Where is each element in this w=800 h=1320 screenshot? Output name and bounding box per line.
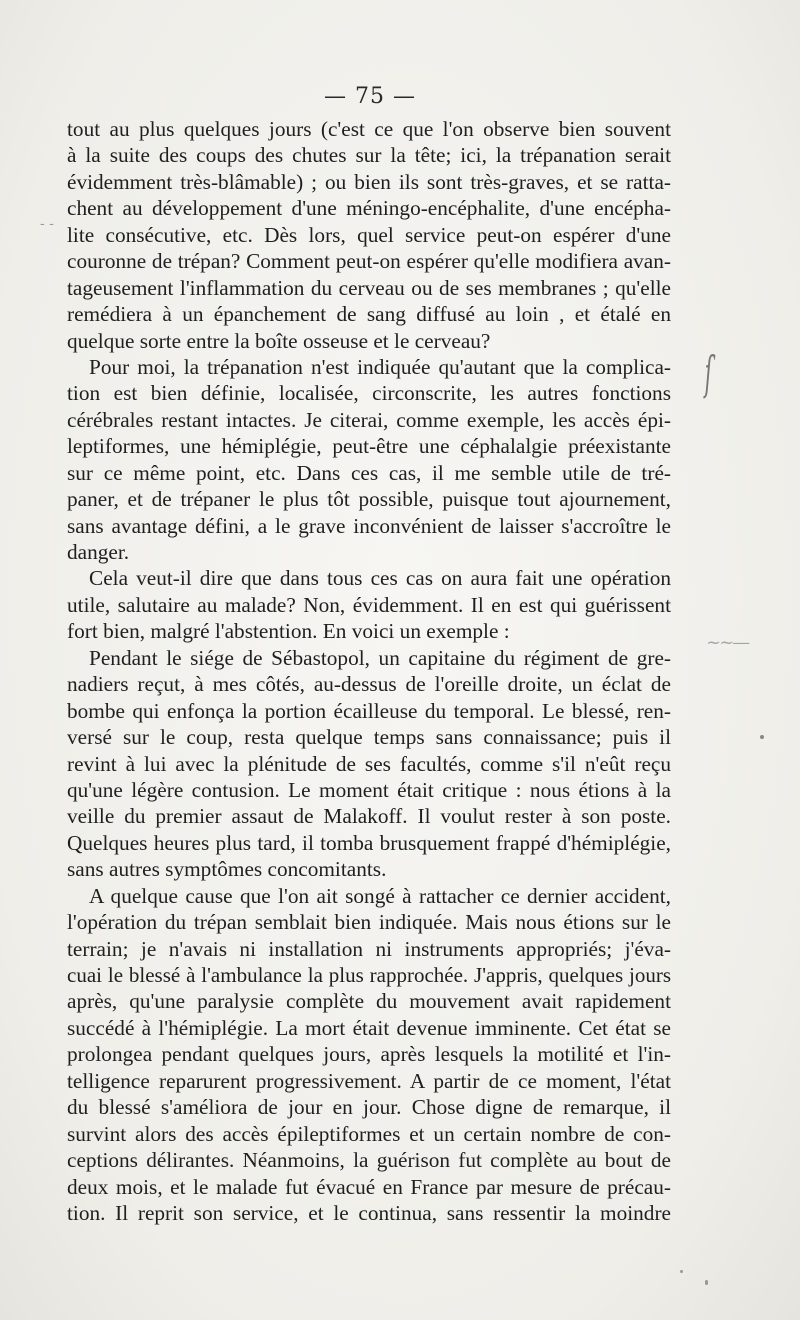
text-line: prolongea pendant quelques jours, après lesquels la motilité et l'in- [67, 1042, 671, 1067]
text-line: veille du premier assaut de Malakoff. Il voulut rester à son poste. [67, 804, 671, 829]
text-line: Pour moi, la trépanation n'est indiquée qu'autant que la complica- [89, 354, 671, 379]
page-number: — 75 — [324, 84, 416, 109]
text-line: évidemment très-blâmable) ; ou bien ils sont très-graves, et se ratta- [67, 169, 671, 194]
text-line: tout au plus quelques jours (c'est ce que l'on observe bien souvent [67, 117, 671, 141]
text-line: du blessé s'améliora de jour en jour. Chose digne de remarque, il [67, 1095, 671, 1120]
text-line: chent au développement d'une méningo-encéphalite, d'une encépha- [67, 196, 671, 221]
text-line: Quelques heures plus tard, il tomba brusquement frappé d'hémiplégie, [67, 830, 671, 855]
text-line: telligence reparurent progressivement. A partir de ce moment, l'état [67, 1068, 671, 1093]
text-line: danger. [67, 540, 130, 564]
text-line: qu'une légère contusion. Le moment était critique : nous étions à la [67, 777, 671, 802]
text-line: ceptions délirantes. Néanmoins, la guérison fut complète au bout de [67, 1148, 671, 1173]
text-line: sur ce même point, etc. Dans ces cas, il me semble utile de tré- [67, 460, 671, 485]
text-line: Cela veut-il dire que dans tous ces cas on aura fait une opération [89, 566, 671, 591]
text-line: paner, et de trépaner le plus tôt possible, puisque tout ajournement, [67, 487, 671, 512]
text-line: l'opération du trépan semblait bien indiquée. Mais nous étions sur le [67, 910, 671, 935]
text-line: fort bien, malgré l'abstention. En voici un exemple : [67, 619, 510, 644]
text-line: bombe qui enfonça la portion écailleuse du temporal. Le blessé, ren- [67, 698, 671, 723]
text-line: revint à lui avec la plénitude de ses facultés, comme s'il n'eût reçu [67, 751, 671, 776]
text-line: tion. Il reprit son service, et le continua, sans ressentir la moindre [67, 1200, 671, 1225]
text-line: nadiers reçut, à mes côtés, au-dessus de l'oreille droite, un éclat de [67, 672, 671, 697]
text-line: A quelque cause que l'on ait songé à rattacher ce dernier accident, [89, 883, 671, 908]
ink-speck [705, 1280, 708, 1285]
text-line: Pendant le siége de Sébastopol, un capitaine du régiment de gre- [89, 645, 671, 670]
text-line: tion est bien définie, localisée, circonscrite, les autres fonctions [67, 381, 671, 406]
text-line: terrain; je n'avais ni installation ni instruments appropriés; j'éva- [67, 936, 671, 961]
text-line: quelque sorte entre la boîte osseuse et le cerveau? [67, 328, 491, 353]
text-line: après, qu'une paralysie complète du mouvement avait rapidement [67, 989, 671, 1014]
text-line: succédé à l'hémiplégie. La mort était devenue imminente. Cet état se [67, 1015, 671, 1040]
margin-annotation-dash: - - [40, 216, 54, 232]
ink-speck [760, 735, 764, 739]
margin-annotation-s: ſ [704, 346, 713, 400]
text-line: cuai le blessé à l'ambulance la plus rapprochée. J'appris, quelques jours [67, 963, 671, 987]
text-line: remédiera à un épanchement de sang diffusé au loin , et étalé en [67, 302, 671, 327]
text-line: leptiformes, une hémiplégie, peut-être une céphalalgie préexistante [67, 434, 671, 459]
text-line: sans avantage défini, a le grave inconvénient de laisser s'accroître le [67, 513, 671, 538]
text-line: couronne de trépan? Comment peut-on espérer qu'elle modifiera avan- [67, 249, 671, 274]
text-line: survint alors des accès épileptiformes et un certain nombre de con- [67, 1121, 671, 1146]
text-line: deux mois, et le malade fut évacué en France par mesure de précau- [67, 1174, 671, 1199]
ink-speck [680, 1270, 683, 1273]
text-line: utile, salutaire au malade? Non, évidemment. Il en est qui guérissent [67, 592, 671, 617]
text-line: tageusement l'inflammation du cerveau ou de ses membranes ; qu'elle [67, 275, 671, 300]
text-line: cérébrales restant intactes. Je citerai, comme exemple, les accès épi- [67, 407, 671, 432]
body-text [67, 116, 671, 1226]
margin-annotation-squiggle: ~~— [706, 632, 749, 653]
text-line: lite consécutive, etc. Dès lors, quel service peut-on espérer d'une [67, 222, 671, 247]
text-line: versé sur le coup, resta quelque temps sans connaissance; puis il [67, 725, 671, 750]
text-line: sans autres symptômes concomitants. [67, 857, 387, 882]
text-line: à la suite des coups des chutes sur la tête; ici, la trépanation serait [67, 143, 671, 168]
